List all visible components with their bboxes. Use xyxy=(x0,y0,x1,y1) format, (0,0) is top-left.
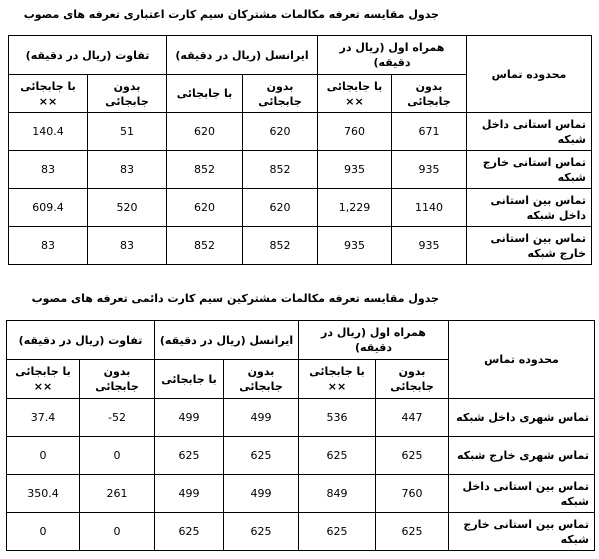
group-header-mci: همراه اول (ریال در دقیقه) xyxy=(299,321,449,360)
cell-value: 350.4 xyxy=(7,475,80,513)
sub-header: بدون جابجائی xyxy=(376,360,449,399)
postpaid-tariff-table xyxy=(6,320,595,551)
cell-value: 1,229 xyxy=(318,189,392,227)
prepaid-tariff-table xyxy=(8,35,592,265)
cell-value: 620 xyxy=(167,189,243,227)
cell-value: 447 xyxy=(376,399,449,437)
cell-value: 620 xyxy=(167,113,243,151)
col-scope-header: محدوده تماس xyxy=(467,36,592,113)
cell-value: 849 xyxy=(299,475,376,513)
sub-header: بدون جابجائی xyxy=(243,75,318,113)
table-row xyxy=(9,113,592,151)
cell-value: 0 xyxy=(7,513,80,551)
col-scope-header: محدوده تماس xyxy=(449,321,595,399)
cell-value: 37.4 xyxy=(7,399,80,437)
table-row xyxy=(9,189,592,227)
cell-value: 625 xyxy=(155,513,224,551)
table-row xyxy=(9,227,592,265)
group-header-difference: تفاوت (ریال در دقیقه) xyxy=(9,36,167,75)
cell-value: 625 xyxy=(299,513,376,551)
cell-value: 625 xyxy=(224,437,299,475)
cell-value: 52- xyxy=(80,399,155,437)
cell-value: 499 xyxy=(224,399,299,437)
cell-value: 83 xyxy=(9,151,88,189)
cell-value: 625 xyxy=(155,437,224,475)
row-label: تماس شهری خارج شبکه xyxy=(449,437,595,475)
cell-value: 760 xyxy=(318,113,392,151)
cell-value: 261 xyxy=(80,475,155,513)
sub-header: با جابجائی ×× xyxy=(318,75,392,113)
group-header-irancell: ایرانسل (ریال در دقیقه) xyxy=(155,321,299,360)
table-row xyxy=(7,399,595,437)
group-header-irancell: ایرانسل (ریال در دقیقه) xyxy=(167,36,318,75)
table-row xyxy=(7,437,595,475)
sub-header: با جابجائی xyxy=(167,75,243,113)
cell-value: 760 xyxy=(376,475,449,513)
cell-value: 620 xyxy=(243,189,318,227)
cell-value: 625 xyxy=(299,437,376,475)
row-label: تماس شهری داخل شبکه xyxy=(449,399,595,437)
cell-value: 499 xyxy=(224,475,299,513)
cell-value: 671 xyxy=(392,113,467,151)
row-label: تماس استانی داخل شبکه xyxy=(467,113,592,151)
table1-caption: جدول مقایسه تعرفه مکالمات مشترکان سیم کارت اعتباری تعرفه های مصوب xyxy=(23,8,439,21)
row-label: تماس بین استانی داخل شبکه xyxy=(449,475,595,513)
sub-header: بدون جابجائی xyxy=(88,75,167,113)
cell-value: 83 xyxy=(88,151,167,189)
row-label: تماس بین استانی خارج شبکه xyxy=(449,513,595,551)
cell-value: 625 xyxy=(376,513,449,551)
cell-value: 935 xyxy=(392,227,467,265)
cell-value: 0 xyxy=(80,513,155,551)
sub-header: بدون جابجائی xyxy=(80,360,155,399)
cell-value: 609.4 xyxy=(9,189,88,227)
cell-value: 852 xyxy=(243,151,318,189)
cell-value: 852 xyxy=(167,151,243,189)
cell-value: 140.4 xyxy=(9,113,88,151)
sub-header: با جابجائی ×× xyxy=(7,360,80,399)
table-row xyxy=(7,513,595,551)
sub-header: با جابجائی xyxy=(155,360,224,399)
group-header-mci: همراه اول (ریال در دقیقه) xyxy=(318,36,467,75)
row-label: تماس استانی خارج شبکه xyxy=(467,151,592,189)
sub-header: با جابجائی ×× xyxy=(299,360,376,399)
cell-value: 51 xyxy=(88,113,167,151)
cell-value: 852 xyxy=(243,227,318,265)
group-header-difference: تفاوت (ریال در دقیقه) xyxy=(7,321,155,360)
cell-value: 852 xyxy=(167,227,243,265)
cell-value: 620 xyxy=(243,113,318,151)
sub-header: بدون جابجائی xyxy=(392,75,467,113)
cell-value: 499 xyxy=(155,399,224,437)
cell-value: 625 xyxy=(376,437,449,475)
cell-value: 536 xyxy=(299,399,376,437)
sub-header: بدون جابجائی xyxy=(224,360,299,399)
cell-value: 83 xyxy=(88,227,167,265)
cell-value: 520 xyxy=(88,189,167,227)
cell-value: 0 xyxy=(80,437,155,475)
sub-header: با جابجائی ×× xyxy=(9,75,88,113)
row-label: تماس بین استانی خارج شبکه xyxy=(467,227,592,265)
cell-value: 935 xyxy=(318,227,392,265)
cell-value: 499 xyxy=(155,475,224,513)
cell-value: 935 xyxy=(318,151,392,189)
table2-caption: جدول مقایسه تعرفه مکالمات مشترکین سیم کارت دائمی تعرفه های مصوب xyxy=(31,292,439,305)
table-row xyxy=(7,475,595,513)
cell-value: 625 xyxy=(224,513,299,551)
cell-value: 1140 xyxy=(392,189,467,227)
table-row xyxy=(9,151,592,189)
cell-value: 0 xyxy=(7,437,80,475)
cell-value: 935 xyxy=(392,151,467,189)
cell-value: 83 xyxy=(9,227,88,265)
row-label: تماس بین استانی داخل شبکه xyxy=(467,189,592,227)
